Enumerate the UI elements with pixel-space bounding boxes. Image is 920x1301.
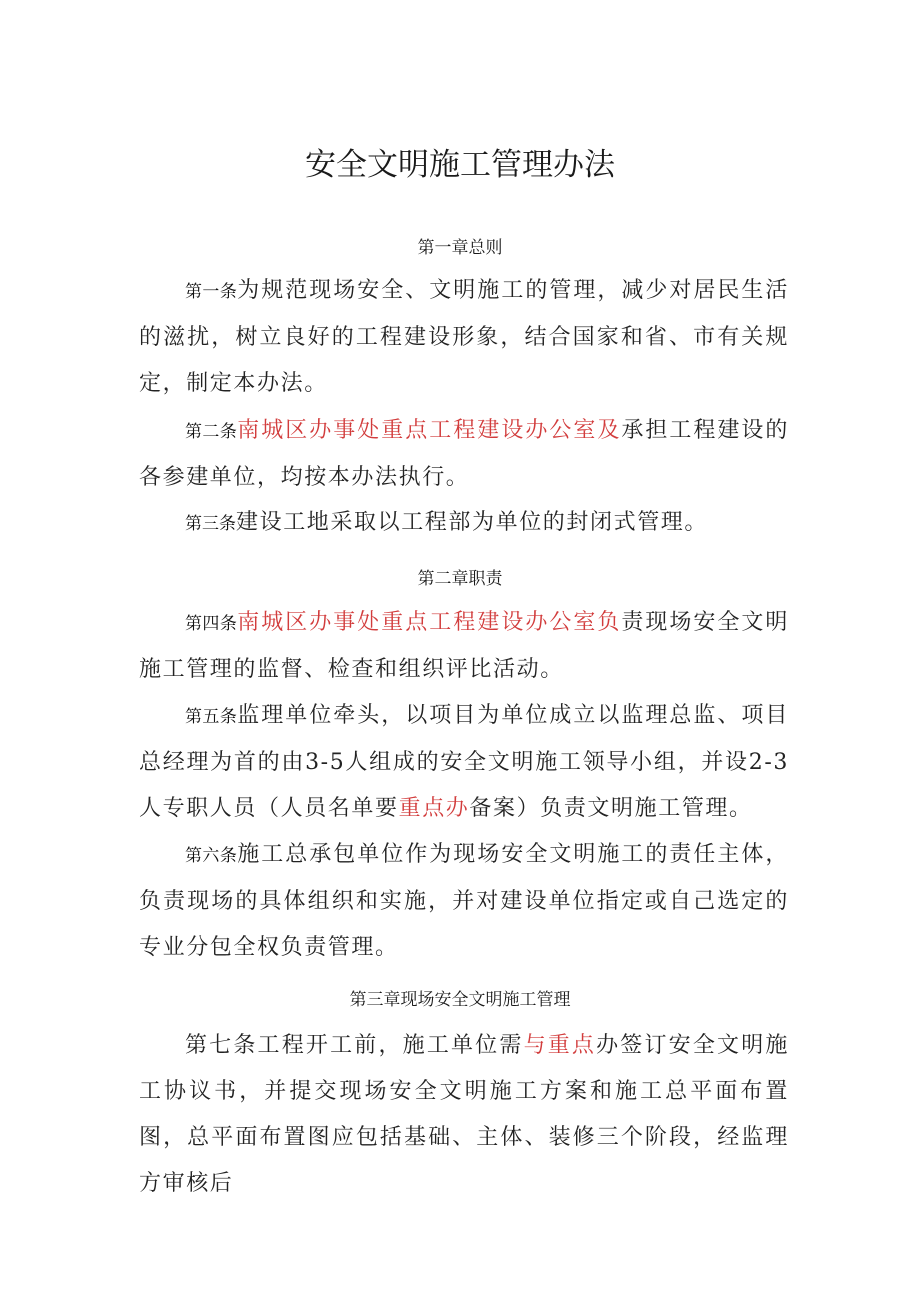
article-text: 施工总承包单位作为现场安全文明施工的责任主体，负责现场的具体组织和实施，并对建设单位指定或自己选定的专业分包全权负责管理。 bbox=[139, 842, 790, 960]
article-4 bbox=[139, 600, 789, 693]
article-text: 承担工程建设的各参建单位，均按本办法执行。 bbox=[139, 418, 790, 490]
highlighted-text: 重点办 bbox=[398, 796, 470, 821]
article-text: 责现场安全文明施工管理的监督、检查和组织评比活动。 bbox=[139, 610, 790, 682]
chapter-heading-3: 第三章现场安全文明施工管理 bbox=[349, 990, 571, 1010]
article-text: 办签订安全文明施工协议书，并提交现场安全文明施工方案和施工总平面布置图，总平面布置图应包括基础、主体、装修三个阶段，经监理方审核后 bbox=[139, 1033, 789, 1196]
article-text: 建设工地采取以工程部为单位的封闭式管理。 bbox=[236, 510, 709, 535]
highlighted-text: 南城区办事处重点工程建设办公室负 bbox=[237, 610, 622, 635]
highlighted-text: 与重点 bbox=[523, 1033, 597, 1058]
article-label: 第一条 bbox=[185, 282, 238, 302]
article-label: 第五条 bbox=[185, 707, 238, 727]
article-label: 第三条 bbox=[185, 514, 236, 534]
article-text: 为规范现场安全、文明施工的管理，减少对居民生活的滋扰，树立良好的工程建设形象，结合国家和省、市有关规定，制定本办法。 bbox=[139, 278, 790, 396]
article-7 bbox=[139, 1023, 789, 1207]
article-1 bbox=[139, 268, 789, 407]
article-label: 第四条 bbox=[185, 614, 238, 634]
article-label: 第六条 bbox=[185, 846, 238, 866]
chapter-heading-1: 第一章总则 bbox=[417, 238, 503, 258]
article-3 bbox=[139, 500, 789, 547]
article-label: 第二条 bbox=[185, 422, 238, 442]
document-title: 安全文明施工管理办法 bbox=[305, 147, 615, 183]
article-text: 监理单位牵头，以项目为单位成立以监理总监、项目总经理为首的由3-5人组成的安全文明施工领导小组，并设2-3人专职人员（人员名单要 bbox=[139, 703, 790, 821]
article-6 bbox=[139, 832, 789, 971]
article-2 bbox=[139, 408, 789, 501]
chapter-heading-2: 第二章职责 bbox=[417, 569, 503, 589]
article-text: 第七条工程开工前，施工单位需 bbox=[185, 1033, 524, 1058]
article-5 bbox=[139, 693, 789, 832]
article-text: 备案）负责文明施工管理。 bbox=[469, 796, 753, 821]
highlighted-text: 南城区办事处重点工程建设办公室及 bbox=[237, 418, 622, 443]
